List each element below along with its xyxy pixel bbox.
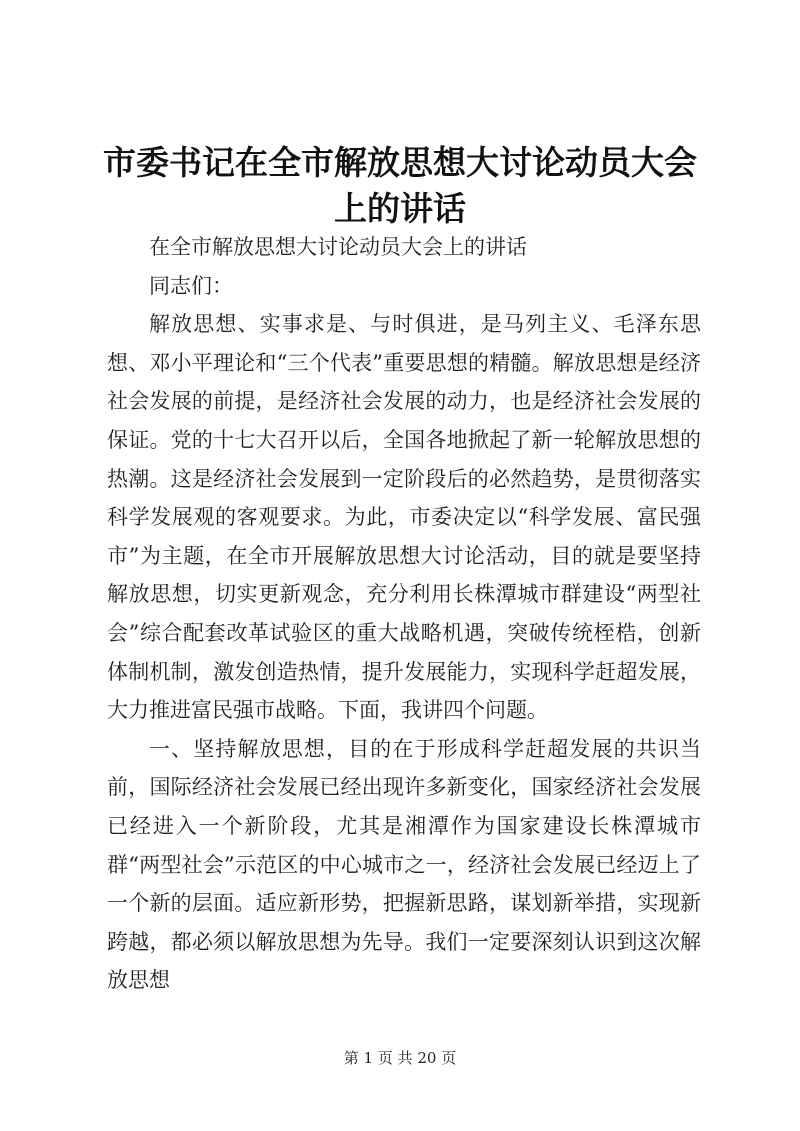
page-number-label: 第 1 页 共 20 页 [343, 1049, 457, 1067]
body-paragraph-2: 一、坚持解放思想，目的在于形成科学赶超发展的共识当前，国际经济社会发展已经出现许多新变化，国家经济社会发展已经进入一个新阶段，尤其是湘潭作为国家建设长株潭城市群“两型社会”示范区的中心城市之一，经济社会发展已经迈上了一个新的层面。适应新形势，把握新思路，谋划新举措，实现新跨越，都必须以解放思想为先导。我们一定要深刻认识到这次解放思想 [107, 736, 701, 993]
salutation-paragraph: 同志们： [149, 273, 233, 298]
page-footer [0, 1048, 800, 1068]
document-title: 市委书记在全市解放思想大讨论动员大会上的讲话 [103, 143, 697, 228]
subtitle-paragraph: 在全市解放思想大讨论动员大会上的讲话 [149, 235, 527, 259]
document-body [107, 228, 701, 1000]
body-paragraph-1: 解放思想、实事求是、与时俱进，是马列主义、毛泽东思想、邓小平理论和“三个代表”重要思想的精髓。解放思想是经济社会发展的前提，是经济社会发展的动力，也是经济社会发展的保证。党的十七大召开以后，全国各地掀起了新一轮解放思想的热潮。这是经济社会发展到一定阶段后的必然趋势，是贯彻落实科学发展观的客观要求。为此，市委决定以“科学发展、富民强市”为主题，在全市开展解放思想大讨论活动，目的就是要坚持解放思想，切实更新观念，充分利用长株潭城市群建设“两型社会”综合配套改革试验区的重大战略机遇，突破传统桎梏，创新体制机制，激发创造热情，提升发展能力，实现科学赶超发展，大力推进富民强市战略。下面，我讲四个问题。 [107, 312, 701, 723]
